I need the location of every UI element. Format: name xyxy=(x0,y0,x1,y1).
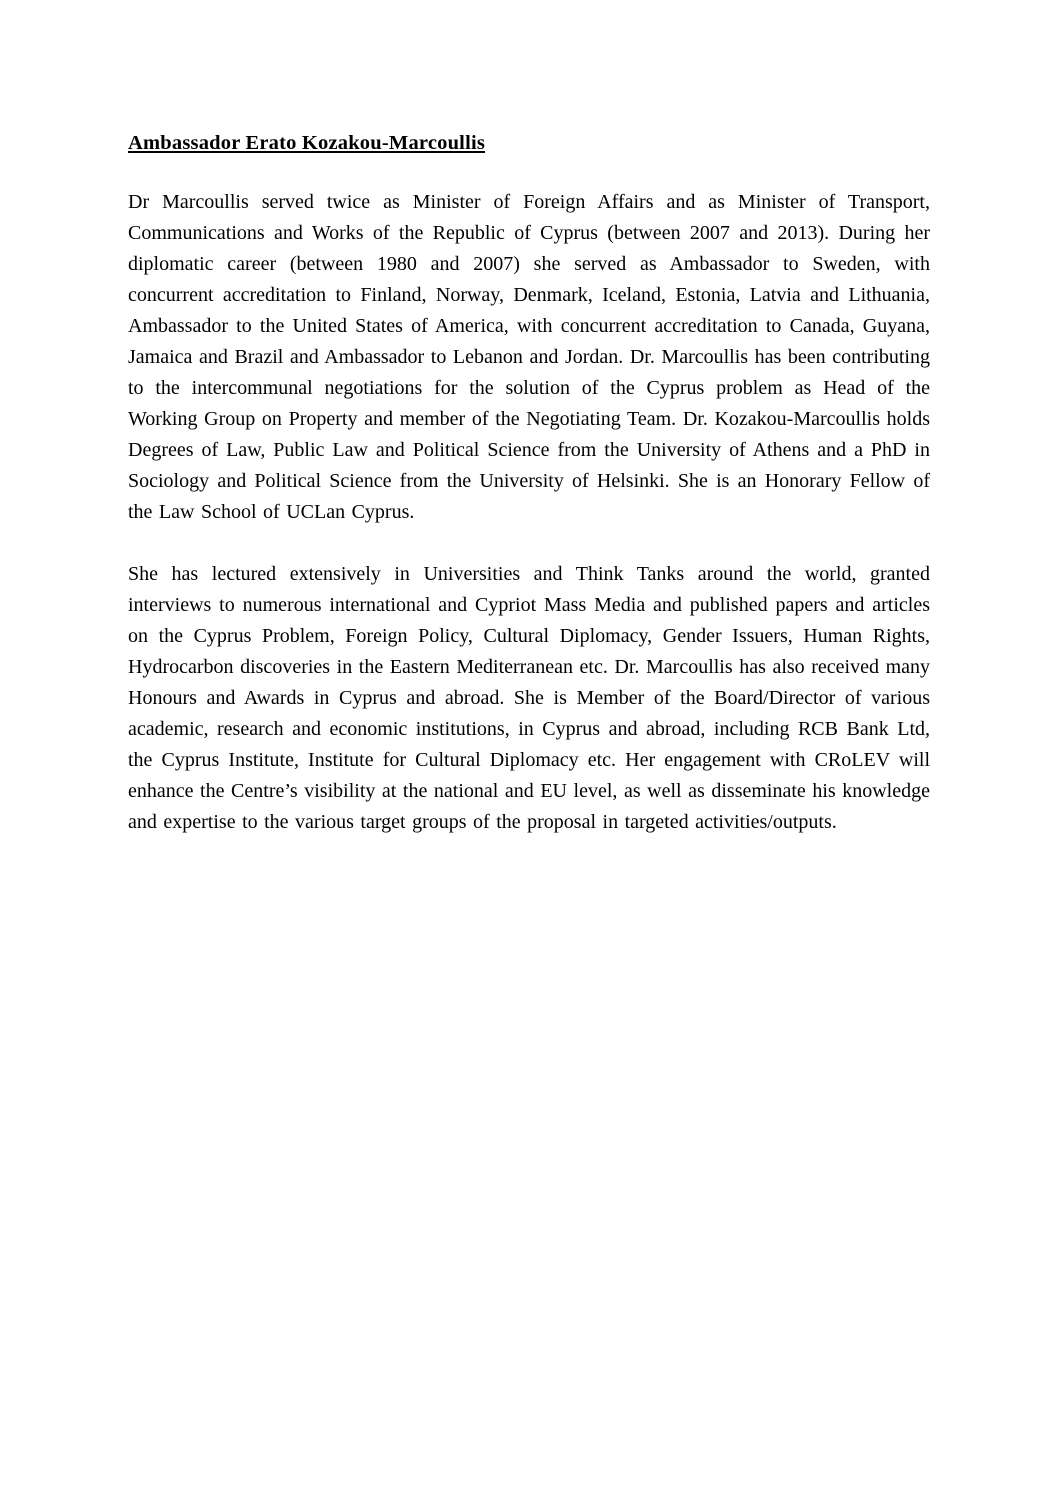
biography-paragraph-1: Dr Marcoullis served twice as Minister of Foreign Affairs and as Minister of Transport, Communications and Works of the Republic of Cyprus (between 2007 and 2013). During her diplomatic career (between 1980 and 2007) she served as Ambassador to Sweden, with concurrent accreditation to Finland, Norway, Denmark, Iceland, Estonia, Latvia and Lithuania, Ambassador to the United States of America, with concurrent accreditation to Canada, Guyana, Jamaica and Brazil and Ambassador to Lebanon and Jordan. Dr. Marcoullis has been contributing to the intercommunal negotiations for the solution of the Cyprus problem as Head of the Working Group on Property and member of the Negotiating Team. Dr. Kozakou-Marcoullis holds Degrees of Law, Public Law and Political Science from the University of Athens and a PhD in Sociology and Political Science from the University of Helsinki. She is an Honorary Fellow of the Law School of UCLan Cyprus. xyxy=(128,191,930,523)
biography-paragraph-2: She has lectured extensively in Universities and Think Tanks around the world, granted interviews to numerous international and Cypriot Mass Media and published papers and articles on the Cyprus Problem, Foreign Policy, Cultural Diplomacy, Gender Issuers, Human Rights, Hydrocarbon discoveries in the Eastern Mediterranean etc. Dr. Marcoullis has also received many Honours and Awards in Cyprus and abroad. She is Member of the Board/Director of various academic, research and economic institutions, in Cyprus and abroad, including RCB Bank Ltd, the Cyprus Institute, Institute for Cultural Diplomacy etc. Her engagement with CRoLEV will enhance the Centre’s visibility at the national and EU level, as well as disseminate his knowledge and expertise to the various target groups of the proposal in targeted activities/outputs. xyxy=(128,563,930,833)
document-title: Ambassador Erato Kozakou-Marcoullis xyxy=(128,132,486,154)
